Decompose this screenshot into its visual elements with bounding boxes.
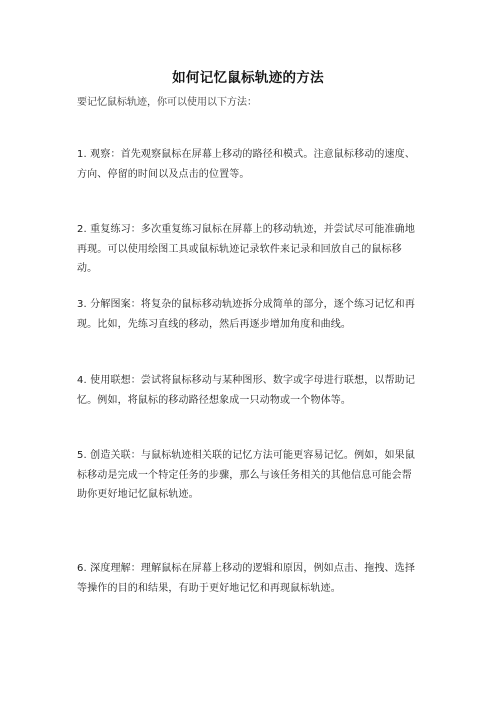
paragraph-create-link: 5. 创造关联：与鼠标轨迹相关联的记忆方法可能更容易记忆。例如，如果鼠标移动是完成一个特定任务的步骤，那么与该任务相关的其他信息可能会帮助你更好地记忆鼠标轨迹。 [77,450,415,500]
intro-text: 要记忆鼠标轨迹，你可以使用以下方法： [77,97,257,108]
paragraph-repeat-practice: 2. 重复练习：多次重复练习鼠标在屏幕上的移动轨迹，并尝试尽可能准确地再现。可以使用绘图工具或鼠标轨迹记录软件来记录和回放自己的鼠标移动。 [77,224,415,274]
paragraph-decompose-pattern: 3. 分解图案：将复杂的鼠标移动轨迹拆分成简单的部分，逐个练习记忆和再现。比如，先练习直线的移动，然后再逐步增加角度和曲线。 [77,299,415,330]
document-title: 如何记忆鼠标轨迹的方法 [172,70,324,86]
paragraph-deep-understanding: 6. 深度理解：理解鼠标在屏幕上移动的逻辑和原因，例如点击、拖拽、选择等操作的目的和结果，有助于更好地记忆和再现鼠标轨迹。 [77,563,415,594]
paragraph-association: 4. 使用联想：尝试将鼠标移动与某种图形、数字或字母进行联想，以帮助记忆。例如，将鼠标的移动路径想象成一只动物或一个物体等。 [77,375,415,406]
paragraph-observe: 1. 观察：首先观察鼠标在屏幕上移动的路径和模式。注意鼠标移动的速度、方向、停留的时间以及点击的位置等。 [77,149,415,180]
